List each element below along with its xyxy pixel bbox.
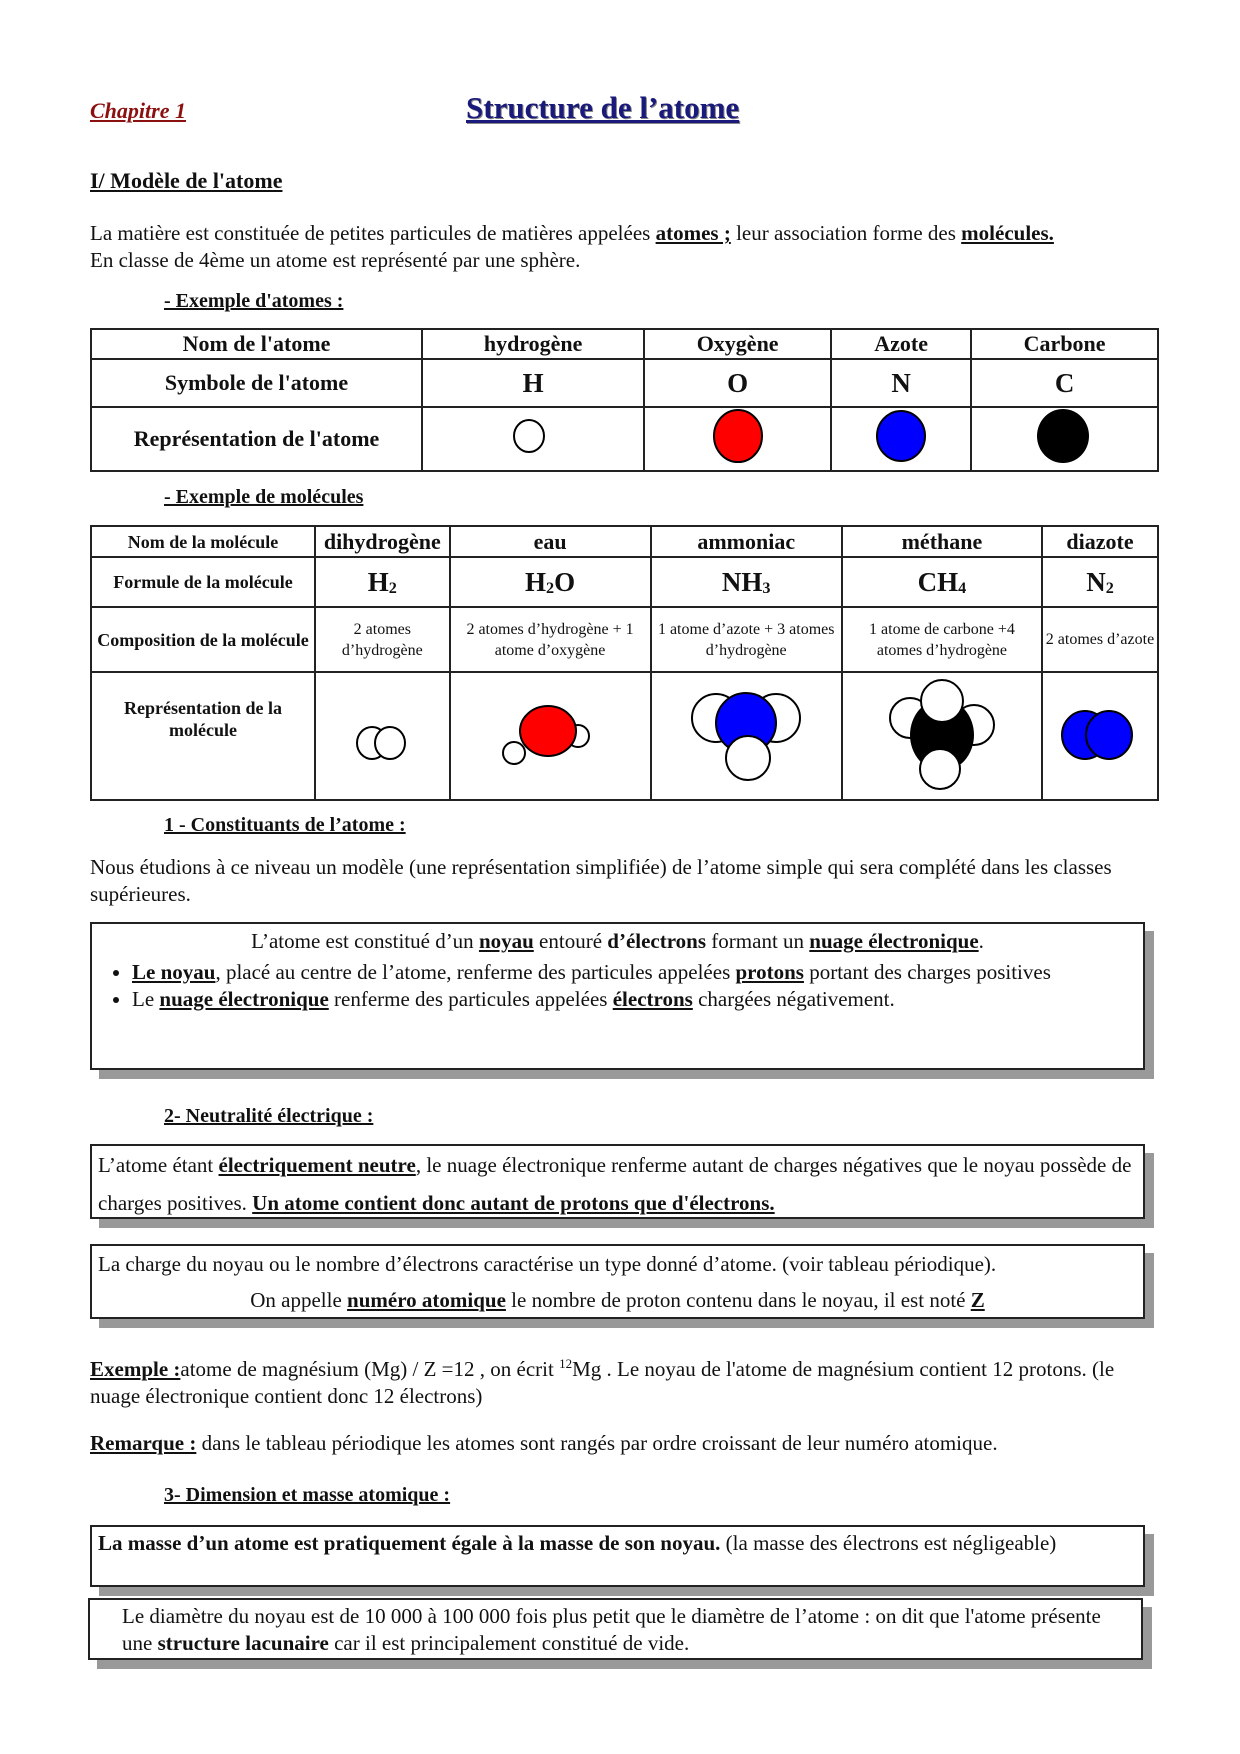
- molecule-formula: [315, 557, 450, 607]
- term: La masse d’un atome est pratiquement égale à la masse de son noyau.: [98, 1531, 721, 1555]
- dinitrogen-molecule-icon: [1042, 672, 1158, 800]
- atomic-number-box: [90, 1244, 1145, 1319]
- molecule-name: méthane: [842, 526, 1042, 557]
- row-label: Formule de la molécule: [91, 557, 315, 607]
- text: (la masse des électrons est négligeable): [720, 1531, 1057, 1555]
- text: Le: [132, 987, 160, 1011]
- atom-name: Azote: [831, 329, 971, 359]
- formula-sub: 2: [546, 578, 555, 597]
- text: portant des charges positives: [803, 960, 1051, 984]
- molecule-name: diazote: [1042, 526, 1158, 557]
- term: électrons: [612, 987, 693, 1011]
- text: le nombre de proton contenu dans le noyau, il est noté: [505, 1288, 971, 1312]
- formula-sub: 3: [762, 578, 771, 597]
- remark-paragraph: [90, 1430, 1165, 1457]
- term: nuage électronique: [809, 929, 979, 953]
- label: Exemple :: [90, 1357, 181, 1381]
- row-label: Composition de la molécule: [91, 607, 315, 672]
- oxygen-atom-icon: [644, 407, 831, 471]
- term: nuage électronique: [159, 987, 329, 1011]
- formula-main: H: [367, 566, 389, 597]
- term-atomes: atomes ;: [655, 221, 731, 245]
- formula-main: NH: [721, 566, 763, 597]
- text: La charge du noyau ou le nombre d’électrons caractérise un type donné d’atome. (voir tableau périodique).: [98, 1252, 997, 1276]
- text: car il est principalement constitué de vide.: [328, 1631, 690, 1655]
- superscript: 12: [559, 1356, 573, 1371]
- term: Le noyau: [132, 960, 216, 984]
- molecule-composition: 1 atome de carbone +4 atomes d’hydrogène: [842, 607, 1042, 672]
- text: Le diamètre du noyau est de 10 000 à 100 000 fois plus petit que le diamètre de l’atome : on dit que l'atome présente une: [122, 1604, 1101, 1655]
- molecule-formula: [651, 557, 842, 607]
- neutrality-heading: 2- Neutralité électrique :: [164, 1105, 374, 1127]
- example-paragraph: [90, 1350, 1165, 1410]
- text: , placé au centre de l’atome, renferme des particules appelées: [215, 960, 736, 984]
- atom-symbol: O: [644, 359, 831, 407]
- atoms-example-heading: - Exemple d'atomes :: [164, 290, 344, 312]
- molecule-name: ammoniac: [651, 526, 842, 557]
- box-line: [98, 1282, 1137, 1318]
- section-heading-model: I/ Modèle de l'atome: [90, 168, 283, 193]
- molecule-composition: 2 atomes d’hydrogène: [315, 607, 450, 672]
- term: protons: [735, 960, 804, 984]
- text: atome de magnésium (Mg) / Z =12 , on écrit: [180, 1357, 560, 1381]
- chapter-label: Chapitre 1: [90, 98, 186, 123]
- formula-main: CH: [917, 566, 959, 597]
- row-label: Nom de la molécule: [91, 526, 315, 557]
- methane-molecule-icon: [842, 672, 1042, 800]
- formula-tail: O: [554, 566, 576, 597]
- molecules-example-heading: - Exemple de molécules: [164, 486, 364, 508]
- term: d’électrons: [607, 929, 707, 953]
- atom-name: Carbone: [971, 329, 1158, 359]
- text: L’atome est constitué d’un: [251, 929, 479, 953]
- term: Un atome contient donc autant de protons que d'électrons.: [252, 1191, 775, 1215]
- term: noyau: [478, 929, 534, 953]
- text: En classe de 4ème un atome est représenté par une sphère.: [90, 248, 581, 272]
- formula-main: H: [525, 566, 547, 597]
- molecule-name: eau: [450, 526, 651, 557]
- ammonia-molecule-icon: [651, 672, 842, 800]
- term: numéro atomique: [347, 1288, 506, 1312]
- constituents-intro: Nous étudions à ce niveau un modèle (une représentation simplifiée) de l’atome simple qui sera complété dans les classes supérieures.: [90, 855, 1112, 906]
- molecule-composition: 1 atome d’azote + 3 atomes d’hydrogène: [651, 607, 842, 672]
- page-title: Structure de l’atome: [466, 90, 740, 125]
- row-label: Nom de l'atome: [91, 329, 422, 359]
- nitrogen-atom-icon: [831, 407, 971, 471]
- text: La matière est constituée de petites particules de matières appelées: [90, 221, 656, 245]
- molecule-formula: [1042, 557, 1158, 607]
- formula-sub: 2: [388, 578, 397, 597]
- constituents-heading: 1 - Constituants de l’atome :: [164, 814, 406, 836]
- atom-name: hydrogène: [422, 329, 644, 359]
- atom-structure-box: [90, 922, 1145, 1070]
- molecule-composition: 2 atomes d’azote: [1042, 607, 1158, 672]
- molecule-composition: 2 atomes d’hydrogène + 1 atome d’oxygène: [450, 607, 651, 672]
- text: chargées négativement.: [692, 987, 895, 1011]
- formula-main: N: [1086, 566, 1106, 597]
- term: structure lacunaire: [157, 1631, 329, 1655]
- term-molecules: molécules.: [961, 221, 1054, 245]
- molecules-table: [90, 525, 1159, 801]
- text: Mg . Le noyau de l'atome de magnésium contient 12 protons. (le nuage électronique contient donc 12 électrons): [90, 1357, 1115, 1408]
- atom-symbol: N: [831, 359, 971, 407]
- atom-symbol: C: [971, 359, 1158, 407]
- text: L’atome étant: [98, 1153, 219, 1177]
- text: , le nuage électronique renferme autant de charges négatives que le noyau possède de charges positives.: [98, 1153, 1132, 1215]
- molecule-formula: [450, 557, 651, 607]
- carbon-atom-icon: [971, 407, 1158, 471]
- row-label: Représentation de l'atome: [91, 407, 422, 471]
- list-item: [132, 959, 1137, 986]
- mass-box: [90, 1525, 1145, 1587]
- label: Remarque :: [90, 1431, 197, 1455]
- box-line: L’atome est constitué d’un noyau entouré d’électrons formant un nuage électronique.: [251, 929, 984, 953]
- formula-sub: 4: [958, 578, 967, 597]
- neutrality-box: [90, 1144, 1145, 1219]
- term: Z: [970, 1288, 985, 1312]
- diameter-box: [88, 1598, 1143, 1660]
- bullet-list: [98, 959, 1137, 1013]
- molecule-name: dihydrogène: [315, 526, 450, 557]
- atom-name: Oxygène: [644, 329, 831, 359]
- dihydrogen-molecule-icon: [315, 672, 450, 800]
- text: dans le tableau périodique les atomes sont rangés par ordre croissant de leur numéro atomique.: [196, 1431, 998, 1455]
- formula-sub: 2: [1105, 578, 1114, 597]
- row-label: Symbole de l'atome: [91, 359, 422, 407]
- water-molecule-icon: [450, 672, 651, 800]
- list-item: [132, 986, 1137, 1013]
- molecule-formula: [842, 557, 1042, 607]
- atoms-table: [90, 328, 1159, 472]
- term: électriquement neutre: [218, 1153, 416, 1177]
- hydrogen-atom-icon: [422, 407, 644, 471]
- text: formant un: [706, 929, 810, 953]
- atom-symbol: H: [422, 359, 644, 407]
- text: renferme des particules appelées: [328, 987, 613, 1011]
- text: leur association forme des: [730, 221, 962, 245]
- text: On appelle: [250, 1288, 348, 1312]
- text: entouré: [533, 929, 608, 953]
- dimension-heading: 3- Dimension et masse atomique :: [164, 1484, 451, 1506]
- intro-paragraph: [90, 220, 1165, 274]
- row-label: Représentation de la molécule: [91, 672, 315, 800]
